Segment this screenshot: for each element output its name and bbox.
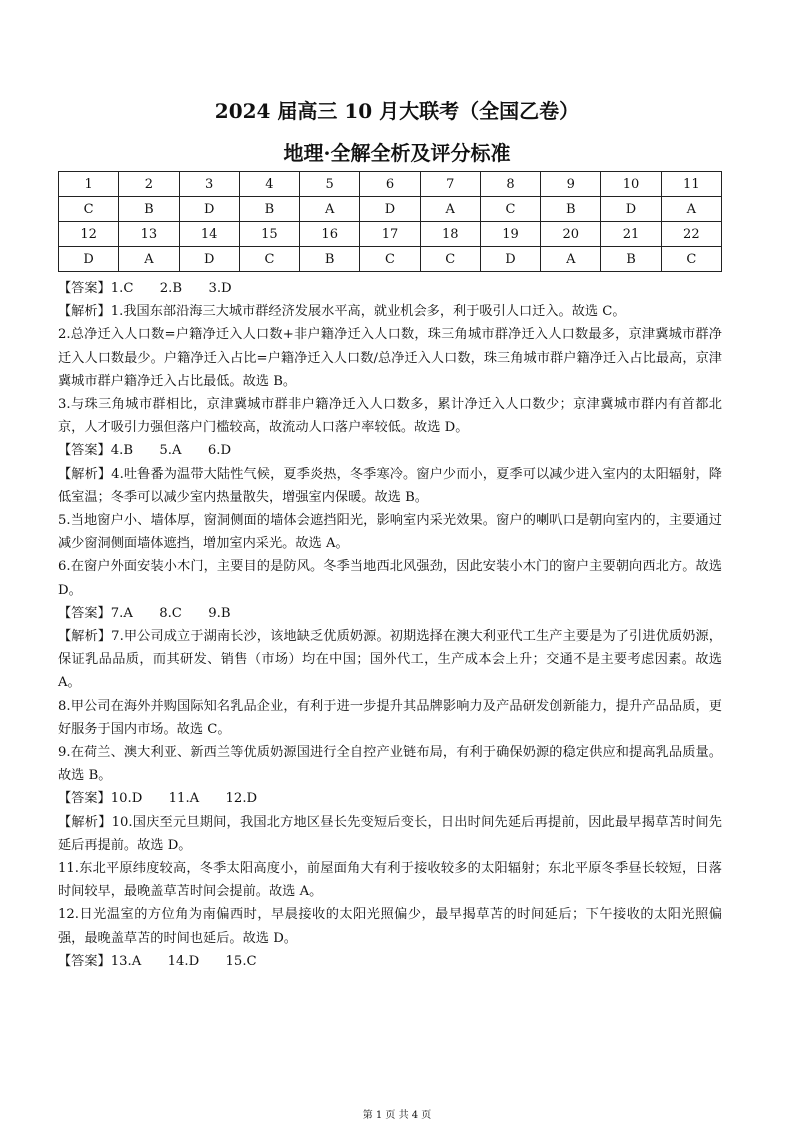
answer-cell: A xyxy=(541,247,601,272)
answer-cell: C xyxy=(420,247,480,272)
answer-row xyxy=(59,197,722,222)
page-footer: 第 1 页 共 4 页 xyxy=(362,1110,432,1121)
question-number-cell: 1 xyxy=(59,172,119,197)
question-number-cell: 12 xyxy=(59,222,119,247)
explanation-paragraph: 11.东北平原纬度较高，冬季太阳高度小，前屋面角大有利于接收较多的太阳辐射；东北平原冬季昼长较短，日落时间较早，最晚盖草苫时间会提前。故选 A。 xyxy=(58,861,722,900)
question-number-cell: 3 xyxy=(179,172,239,197)
question-number-cell: 21 xyxy=(601,222,661,247)
question-number-cell: 20 xyxy=(541,222,601,247)
question-number-cell: 7 xyxy=(420,172,480,197)
answer-cell: D xyxy=(179,197,239,222)
answer-cell: A xyxy=(119,247,179,272)
answer-cell: C xyxy=(59,197,119,222)
answer-table xyxy=(58,171,722,272)
answer-line: 【答案】1.C 2.B 3.D xyxy=(58,281,232,296)
question-number-cell: 15 xyxy=(239,222,299,247)
question-number-cell: 5 xyxy=(300,172,360,197)
answer-cell: C xyxy=(239,247,299,272)
answer-row xyxy=(59,247,722,272)
explanation-paragraph: 9.在荷兰、澳大利亚、新西兰等优质奶源国进行全自控产业链布局，有利于确保奶源的稳定供应和提高乳品质量。故选 B。 xyxy=(58,745,722,784)
question-number-cell: 17 xyxy=(360,222,420,247)
answer-cell: D xyxy=(360,197,420,222)
answer-line: 【答案】4.B 5.A 6.D xyxy=(58,443,232,459)
question-number-cell: 4 xyxy=(239,172,299,197)
question-number-cell: 19 xyxy=(480,222,540,247)
answer-cell: D xyxy=(59,247,119,272)
answer-cell: A xyxy=(420,197,480,222)
answer-cell: D xyxy=(480,247,540,272)
question-number-cell: 16 xyxy=(300,222,360,247)
analysis-line: 【解析】4.吐鲁番为温带大陆性气候，夏季炎热，冬季寒冷。窗户少而小，夏季可以减少进入室内的太阳辐射，降低室温；冬季可以减少室内热量散失，增强室内保暖。故选 B。 xyxy=(58,466,722,505)
question-number-cell: 22 xyxy=(661,222,721,247)
question-number-cell: 2 xyxy=(119,172,179,197)
explanation-paragraph: 3.与珠三角城市群相比，京津冀城市群非户籍净迁入人口数多，累计净迁入人口数少；京津冀城市群内有首都北京，人才吸引力强但落户门槛较高，故流动人口落户率较低。故选 D。 xyxy=(58,397,722,436)
answer-cell: B xyxy=(239,197,299,222)
answer-cell: A xyxy=(661,197,721,222)
document-subtitle: 地理·全解全析及评分标准 xyxy=(283,141,511,165)
explanation-paragraph: 2.总净迁入人口数=户籍净迁入人口数+非户籍净迁入人口数，珠三角城市群净迁入人口数最多，京津冀城市群净迁入人口数最少。户籍净迁入占比=户籍净迁入人口数/总净迁入人口数，珠三角城市群户籍净迁入占比最高，京津冀城市群户籍净迁入占比最低。故选 B。 xyxy=(58,327,722,389)
answer-line: 【答案】7.A 8.C 9.B xyxy=(58,605,231,621)
analysis-line: 【解析】1.我国东部沿海三大城市群经济发展水平高，就业机会多，利于吸引人口迁入。故选 C。 xyxy=(58,304,626,320)
answer-cell: C xyxy=(480,197,540,222)
answer-cell: C xyxy=(360,247,420,272)
answer-cell: C xyxy=(661,247,721,272)
question-number-cell: 14 xyxy=(179,222,239,247)
answer-cell: B xyxy=(119,197,179,222)
analysis-line: 【解析】10.国庆至元旦期间，我国北方地区昼长先变短后变长，日出时间先延后再提前，因此最早揭草苫时间先延后再提前。故选 D。 xyxy=(58,814,722,853)
question-number-cell: 13 xyxy=(119,222,179,247)
question-number-cell: 9 xyxy=(541,172,601,197)
question-number-cell: 8 xyxy=(480,172,540,197)
explanation-paragraph: 5.当地窗户小、墙体厚，窗洞侧面的墙体会遮挡阳光，影响室内采光效果。窗户的喇叭口是朝向室内的，主要通过减少窗洞侧面墙体遮挡，增加室内采光。故选 A。 xyxy=(58,513,722,552)
question-number-cell: 18 xyxy=(420,222,480,247)
document-title: 2024 届高三 10 月大联考（全国乙卷） xyxy=(214,99,580,123)
question-number-cell: 10 xyxy=(601,172,661,197)
question-number-row xyxy=(59,222,722,247)
answer-cell: B xyxy=(300,247,360,272)
explanation-paragraph: 8.甲公司在海外并购国际知名乳品企业，有利于进一步提升其品牌影响力及产品研发创新能力，提升产品品质，更好服务于国内市场。故选 C。 xyxy=(58,698,722,737)
answer-cell: D xyxy=(179,247,239,272)
answer-cell: B xyxy=(601,247,661,272)
answer-cell: D xyxy=(601,197,661,222)
answer-cell: B xyxy=(541,197,601,222)
analysis-line: 【解析】7.甲公司成立于湖南长沙，该地缺乏优质奶源。初期选择在澳大利亚代工生产主要是为了引进优质奶源，保证乳品品质，而其研发、销售（市场）均在中国；国外代工，生产成本会上升；交通不是主要考虑因素。故选 A。 xyxy=(58,629,722,691)
question-number-cell: 11 xyxy=(661,172,721,197)
question-number-row xyxy=(59,172,722,197)
explanation-paragraph: 6.在窗户外面安装小木门，主要目的是防风。冬季当地西北风强劲，因此安装小木门的窗户主要朝向西北方。故选 D。 xyxy=(58,559,722,598)
answer-line: 【答案】10.D 11.A 12.D xyxy=(58,791,258,807)
answer-explanations xyxy=(58,277,722,973)
question-number-cell: 6 xyxy=(360,172,420,197)
answer-line: 【答案】13.A 14.D 15.C xyxy=(58,953,257,969)
answer-cell: A xyxy=(300,197,360,222)
explanation-paragraph: 12.日光温室的方位角为南偏西时，早晨接收的太阳光照偏少，最早揭草苫的时间延后；下午接收的太阳光照偏强，最晚盖草苫的时间也延后。故选 D。 xyxy=(58,907,722,946)
